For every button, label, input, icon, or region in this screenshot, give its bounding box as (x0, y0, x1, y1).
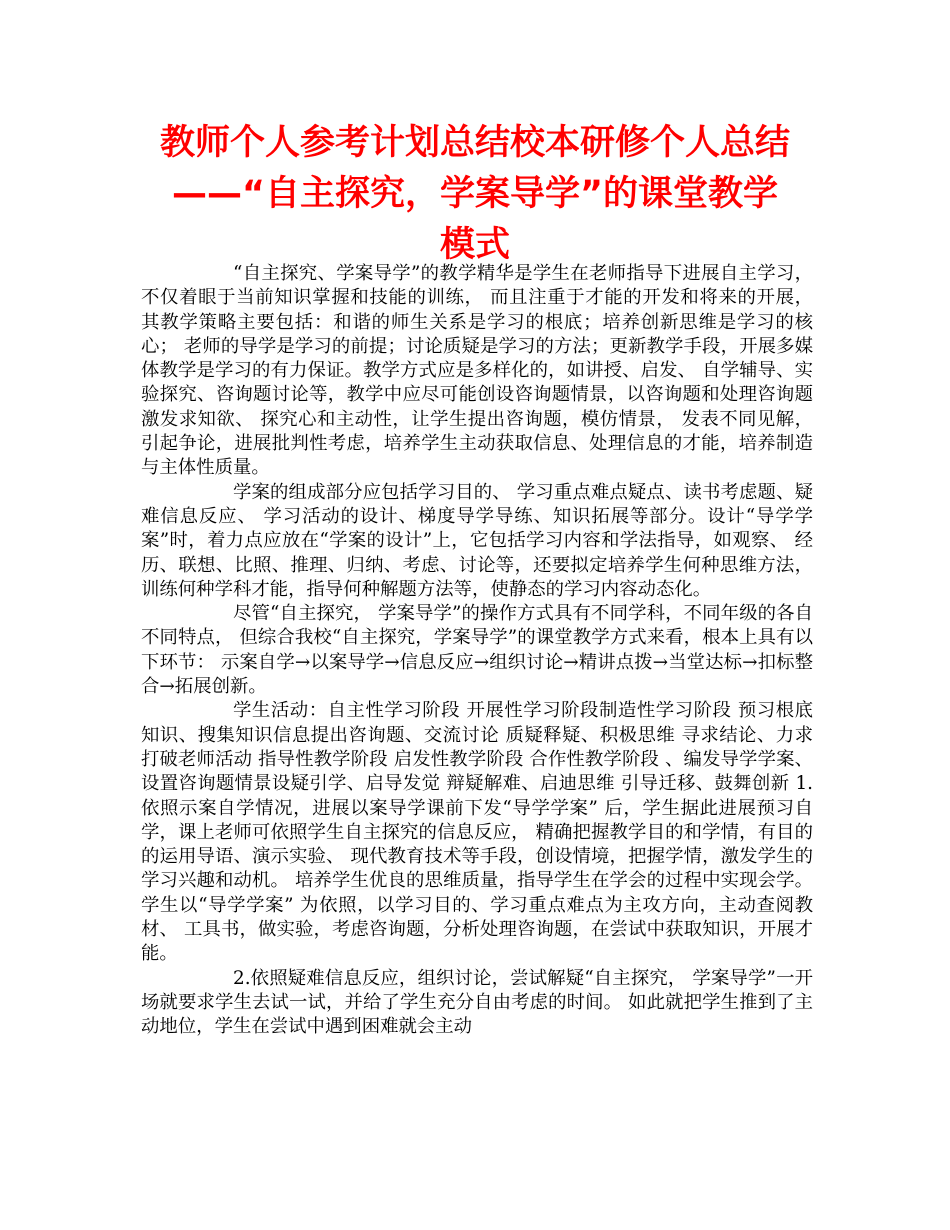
paragraph-2: 学案的组成部分应包括学习目的、 学习重点难点疑点、读书考虑题、疑难信息反应、 学习活动的设计、梯度导学导练、知识拓展等部分。设计“导学学案”时，着力点应放在“学案的设计”上，它包括学习内容和学法指导，如观察、 经历、联想、比照、推理、归纳、考虑、讨论等，还要拟定培养学生何种思维方法， 训练何种学科才能，指导何种解题方法等，使静态的学习内容动态化。 (141, 481, 813, 600)
paragraph-3: 尽管“自主探究， 学案导学”的操作方式具有不同学科，不同年级的各自不同特点， 但综合我校“自主探究，学案导学”的课堂教学方式来看，根本上具有以下环节： 示案自学→以案导学→信息反应→组织讨论→精讲点拨→当堂达标→扣标整合→拓展创新。 (141, 603, 813, 698)
title-line-3: 模式 (439, 225, 510, 265)
paragraph-5: 2.依照疑难信息反应，组织讨论，尝试解疑“自主探究， 学案导学”一开场就要求学生去试一试，并给了学生充分自由考虑的时间。 如此就把学生推到了主动地位，学生在尝试中遇到困难就会主动 (141, 967, 813, 1038)
document-title (100, 118, 850, 271)
title-line-2: ——“自主探究，学案导学”的课堂教学 (171, 174, 778, 214)
title-line-1: 教师个人参考计划总结校本研修个人总结 (159, 123, 790, 163)
paragraph-1: “自主探究、学案导学”的教学精华是学生在老师指导下进展自主学习，不仅着眼于当前知识掌握和技能的训练， 而且注重于才能的开发和将来的开展， 其教学策略主要包括：和谐的师生关系是学习的根底；培养创新思维是学习的核心； 老师的导学是学习的前提；讨论质疑是学习的方法；更新教学手段，开展多媒体教学是学习的有力保证。教学方式应是多样化的，如讲授、启发、 自学辅导、实验探究、咨询题讨论等，教学中应尽可能创设咨询题情景，以咨询题和处理咨询题激发求知欲、 探究心和主动性，让学生提出咨询题，模仿情景， 发表不同见解，引起争论，进展批判性考虑，培养学生主动获取信息、处理信息的才能，培养制造与主体性质量。 (141, 263, 813, 479)
paragraph-4: 学生活动：自主性学习阶段 开展性学习阶段制造性学习阶段 预习根底知识、搜集知识信息提出咨询题、交流讨论 质疑释疑、积极思维 寻求结论、力求打破老师活动 指导性教学阶段 启发性教学阶段 合作性教学阶段 、编发导学学案、设置咨询题情景设疑引学、启导发觉 辩疑解难、启迪思维 引导迁移、鼓舞创新 1.依照示案自学情况，进展以案导学课前下发“导学学案” 后，学生据此进展预习自学，课上老师可依照学生自主探究的信息反应， 精确把握教学目的和学情，有目的的运用导语、演示实验、 现代教育技术等手段，创设情境，把握学情，激发学生的学习兴趣和动机。 培养学生优良的思维质量，指导学生在学会的过程中实现会学。学生以“导学学案” 为依照，以学习目的、学习重点难点为主攻方向，主动查阅教材、 工具书，做实验，考虑咨询题，分析处理咨询题，在尝试中获取知识，开展才能。 (141, 700, 813, 965)
document-body (141, 262, 813, 1040)
